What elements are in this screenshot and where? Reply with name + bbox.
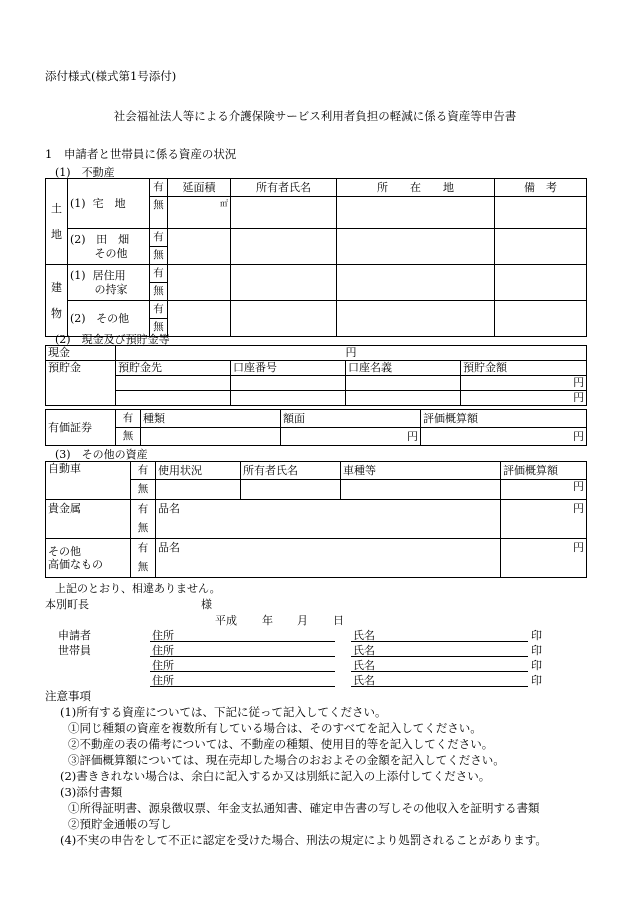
building-2-yes[interactable]: 有	[150, 301, 168, 319]
land-label: 土 地	[46, 179, 68, 265]
seal-label: 印	[531, 629, 542, 642]
cash-amount[interactable]: 円	[116, 346, 587, 361]
land-2-area[interactable]	[168, 229, 231, 265]
metal-item-name[interactable]: 品名	[156, 500, 501, 539]
name-line[interactable]	[351, 656, 528, 657]
securities-no[interactable]: 無	[116, 428, 141, 446]
securities-valuation[interactable]: 円	[421, 428, 587, 446]
document-title: 社会福祉法人等による介護保険サービス利用者負担の軽減に係る資産等申告書	[113, 109, 517, 123]
note-item: (3)添付書類	[60, 785, 123, 799]
deposit-2-account-no[interactable]	[231, 391, 346, 406]
note-item: (2)書ききれない場合は、余白に記入するか又は別紙に記入の上添付してください。	[60, 769, 491, 783]
land-2-remarks[interactable]	[495, 229, 587, 265]
header-account-no: 口座番号	[231, 361, 346, 376]
header-deposit-amount: 預貯金額	[461, 361, 587, 376]
building-1-yes[interactable]: 有	[150, 265, 168, 283]
note-item: (4)不実の申告をして不正に認定を受けた場合、刑法の規定により処罰されることがあります。	[60, 833, 547, 847]
attachment-label: 添付様式(様式第1号添付)	[45, 69, 177, 83]
building-row-1-label: (1) 居住用 の持家	[68, 265, 150, 301]
header-securities-valuation: 評価概算額	[421, 410, 587, 428]
car-valuation[interactable]: 円	[501, 480, 587, 500]
name-label: 氏名	[353, 659, 375, 672]
deposit-2-account-name[interactable]	[346, 391, 461, 406]
cash-table	[45, 345, 587, 406]
subsection-real-estate-title: (1) 不動産	[55, 166, 115, 179]
car-no[interactable]: 無	[131, 480, 156, 500]
valuables-item-name[interactable]: 品名	[156, 539, 501, 578]
name-line[interactable]	[351, 671, 528, 672]
land-1-no[interactable]: 無	[150, 197, 168, 229]
deposit-1-bank[interactable]	[116, 376, 231, 391]
deposit-1-amount[interactable]: 円	[461, 376, 587, 391]
name-label: 氏名	[353, 629, 375, 642]
address-line[interactable]	[150, 671, 335, 672]
car-model[interactable]	[341, 480, 501, 500]
land-2-no[interactable]: 無	[150, 247, 168, 265]
securities-kind[interactable]	[141, 428, 281, 446]
household-label: 世帯員	[58, 644, 91, 657]
address-label: 住所	[152, 644, 174, 657]
building-2-no[interactable]: 無	[150, 319, 168, 337]
address-label: 住所	[152, 629, 174, 642]
building-2-area[interactable]	[168, 301, 231, 337]
real-estate-table	[45, 178, 587, 337]
car-owner[interactable]	[241, 480, 341, 500]
name-line[interactable]	[351, 686, 528, 687]
securities-face-value[interactable]: 円	[281, 428, 421, 446]
valuables-yes-no[interactable]: 有 無	[131, 539, 156, 578]
metal-label: 貴金属	[46, 500, 131, 539]
land-2-owner[interactable]	[231, 229, 337, 265]
building-1-area[interactable]	[168, 265, 231, 301]
note-item: (1)所有する資産については、下記に従って記入してください。	[60, 705, 387, 719]
seal-label: 印	[531, 659, 542, 672]
land-1-yes[interactable]: 有	[150, 179, 168, 197]
land-2-location[interactable]	[337, 229, 495, 265]
building-2-remarks[interactable]	[495, 301, 587, 337]
header-car-use: 使用状況	[156, 462, 241, 480]
date-month-label: 月	[297, 614, 308, 627]
seal-label: 印	[531, 674, 542, 687]
securities-table	[45, 409, 587, 446]
header-car-valuation: 評価概算額	[501, 462, 587, 480]
other-assets-table	[45, 461, 587, 578]
notes-title: 注意事項	[45, 689, 91, 703]
deposit-1-account-name[interactable]	[346, 376, 461, 391]
header-location: 所 在 地	[337, 179, 495, 197]
car-use[interactable]	[156, 480, 241, 500]
building-1-no[interactable]: 無	[150, 283, 168, 301]
land-2-yes[interactable]: 有	[150, 229, 168, 247]
valuables-label: その他 高価なもの	[46, 539, 131, 578]
land-row-1-label: (1) 宅 地	[68, 179, 150, 229]
addressee: 本別町長	[45, 598, 89, 611]
header-car-owner: 所有者氏名	[241, 462, 341, 480]
address-line[interactable]	[150, 656, 335, 657]
seal-label: 印	[531, 644, 542, 657]
subsection-cash-title: (2) 現金及び預貯金等	[55, 333, 170, 346]
header-face-value: 額面	[281, 410, 421, 428]
building-1-owner[interactable]	[231, 265, 337, 301]
header-car-model: 車種等	[341, 462, 501, 480]
cash-label: 現金	[46, 346, 116, 361]
deposit-2-bank[interactable]	[116, 391, 231, 406]
honorific: 様	[201, 598, 212, 611]
land-1-remarks[interactable]	[495, 197, 587, 229]
declaration-text: 上記のとおり、相違ありません。	[55, 582, 221, 595]
note-item: ②不動産の表の備考については、不動産の種類、使用目的等を記入してください。	[68, 737, 494, 751]
car-label: 自動車	[46, 462, 131, 500]
address-line[interactable]	[150, 686, 335, 687]
address-label: 住所	[152, 674, 174, 687]
note-item: ①所得証明書、源泉徴収票、年金支払通知書、確定申告書の写しその他収入を証明する書類	[68, 801, 540, 815]
building-row-2-label: (2) その他	[68, 301, 150, 337]
header-deposit-bank: 預貯金先	[116, 361, 231, 376]
note-item: ③評価概算額については、現在売却した場合のおおよその金額を記入してください。	[68, 753, 505, 767]
land-1-location[interactable]	[337, 197, 495, 229]
land-1-area[interactable]: ㎡	[168, 197, 231, 229]
land-row-2-label: (2) 田 畑 その他	[68, 229, 150, 265]
header-floor-area: 延面積	[168, 179, 231, 197]
car-yes[interactable]: 有	[131, 462, 156, 480]
securities-label: 有価証券	[46, 410, 116, 446]
name-line[interactable]	[351, 641, 528, 642]
building-1-remarks[interactable]	[495, 265, 587, 301]
building-label: 建 物	[46, 265, 68, 337]
header-account-name: 口座名義	[346, 361, 461, 376]
deposit-1-account-no[interactable]	[231, 376, 346, 391]
name-label: 氏名	[353, 644, 375, 657]
building-2-location[interactable]	[337, 301, 495, 337]
date-era: 平成	[215, 614, 237, 627]
building-1-location[interactable]	[337, 265, 495, 301]
land-1-owner[interactable]	[231, 197, 337, 229]
subsection-other-assets-title: (3) その他の資産	[55, 448, 148, 461]
deposit-2-amount[interactable]: 円	[461, 391, 587, 406]
header-securities-kind: 種類	[141, 410, 281, 428]
date-year-label: 年	[262, 614, 273, 627]
address-label: 住所	[152, 659, 174, 672]
date-day-label: 日	[333, 614, 344, 627]
header-owner: 所有者氏名	[231, 179, 337, 197]
name-label: 氏名	[353, 674, 375, 687]
metal-yes-no[interactable]: 有 無	[131, 500, 156, 539]
deposit-label: 預貯金	[46, 361, 116, 406]
section1-title: 1 申請者と世帯員に係る資産の状況	[45, 147, 237, 161]
applicant-label: 申請者	[58, 629, 91, 642]
note-item: ②預貯金通帳の写し	[68, 817, 172, 831]
valuables-valuation[interactable]: 円	[501, 539, 587, 578]
address-line[interactable]	[150, 641, 335, 642]
note-item: ①同じ種類の資産を複数所有している場合は、そのすべてを記入してください。	[68, 721, 482, 735]
metal-valuation[interactable]: 円	[501, 500, 587, 539]
securities-yes[interactable]: 有	[116, 410, 141, 428]
building-2-owner[interactable]	[231, 301, 337, 337]
header-remarks: 備 考	[495, 179, 587, 197]
